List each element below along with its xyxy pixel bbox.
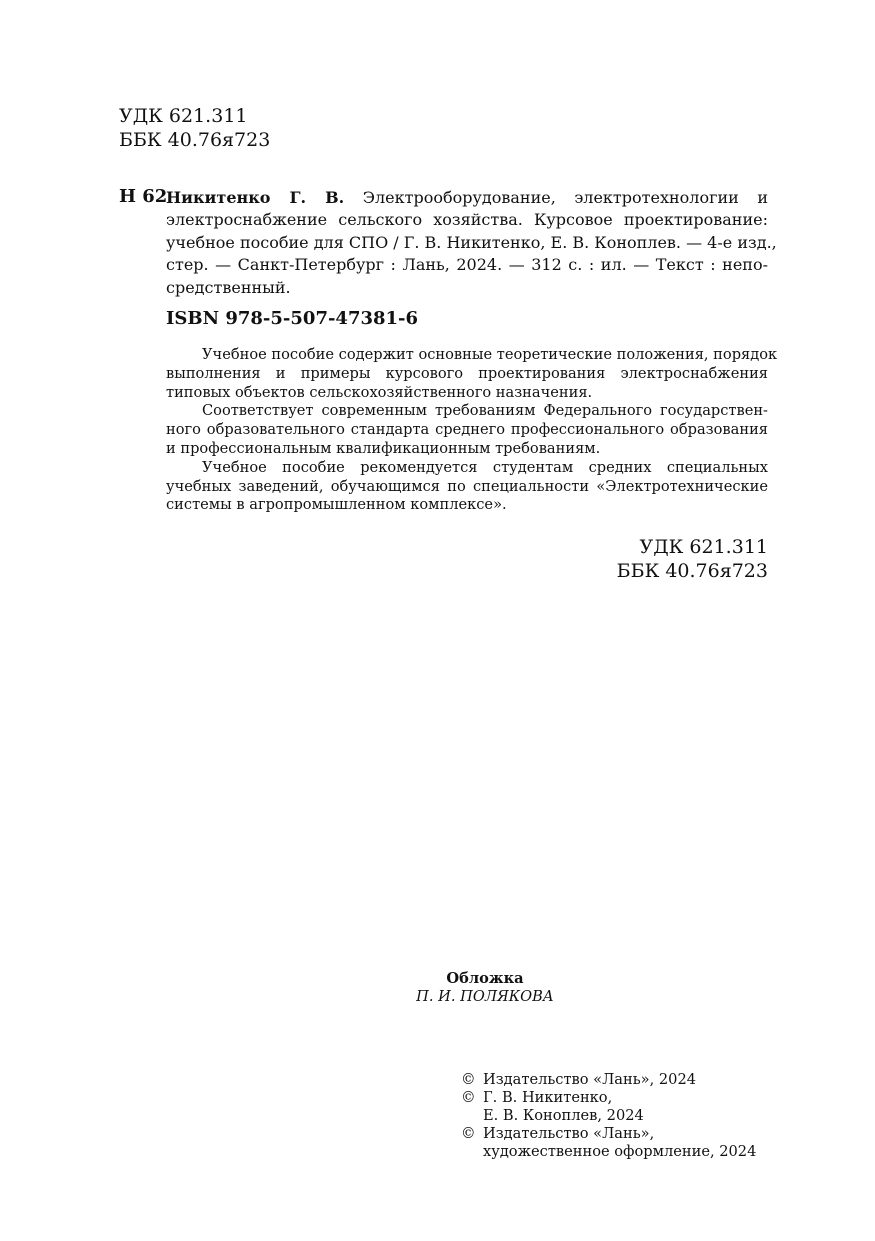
classification-block-top xyxy=(119,104,270,152)
bibliographic-record xyxy=(166,187,777,299)
copyright-item-continuation: художественное оформление, 2024 xyxy=(483,1143,757,1160)
annotation-line: ного образовательного стандарта среднего профессионального образования xyxy=(166,421,768,439)
copyright-icon: © xyxy=(461,1071,476,1088)
udk-code: УДК 621.311 xyxy=(639,536,768,558)
bib-line: средственный. xyxy=(166,277,291,297)
copyright-item: © Издательство «Лань», xyxy=(461,1125,655,1142)
annotation-line: Учебное пособие содержит основные теоретические положения, порядок xyxy=(202,346,778,363)
copyright-item: © Издательство «Лань», 2024 xyxy=(461,1071,697,1088)
cover-label: Обложка xyxy=(446,970,524,987)
bib-author: Никитенко Г. В. xyxy=(166,188,345,207)
annotation-line: системы в агропромышленном комплексе». xyxy=(166,496,507,514)
copyright-block xyxy=(461,1071,756,1161)
copyright-icon: © xyxy=(461,1089,476,1106)
author-catalog-code: Н 62 xyxy=(119,186,168,207)
annotation-line: учебных заведений, обучающимся по специальности «Электротехнические xyxy=(166,477,768,495)
copyright-icon: © xyxy=(461,1125,476,1142)
bib-line: электроснабжение сельского хозяйства. Курсовое проектирование: xyxy=(166,210,768,230)
isbn: ISBN 978-5-507-47381-6 xyxy=(166,308,419,329)
udk-code: УДК 621.311 xyxy=(119,105,248,127)
annotation-line: Учебное пособие рекомендуется студентам средних специальных xyxy=(202,458,768,476)
bib-line: Никитенко Г. В. Электрооборудование, электротехнологии и xyxy=(166,188,768,207)
bbk-code: ББК 40.76я723 xyxy=(616,560,768,582)
cover-artist: П. И. ПОЛЯКОВА xyxy=(416,988,554,1005)
annotation-line: Соответствует современным требованиям Федерального государствен- xyxy=(202,402,768,420)
bbk-code: ББК 40.76я723 xyxy=(119,129,271,151)
cover-credit xyxy=(400,970,570,1006)
annotation-line: типовых объектов сельскохозяйственного назначения. xyxy=(166,383,593,401)
classification-block-bottom xyxy=(560,535,768,583)
bib-line: учебное пособие для СПО / Г. В. Никитенко, Е. В. Коноплев. — 4-е изд., xyxy=(166,232,777,252)
annotation-line: и профессиональным квалификационным требованиям. xyxy=(166,439,601,457)
copyright-item-continuation: Е. В. Коноплев, 2024 xyxy=(483,1107,644,1124)
copyright-item: © Г. В. Никитенко, xyxy=(461,1089,613,1106)
bib-line: стер. — Санкт-Петербург : Лань, 2024. — 312 с. : ил. — Текст : непо- xyxy=(166,255,768,275)
annotation-line: выполнения и примеры курсового проектирования электроснабжения xyxy=(166,364,768,382)
annotation xyxy=(166,346,778,515)
